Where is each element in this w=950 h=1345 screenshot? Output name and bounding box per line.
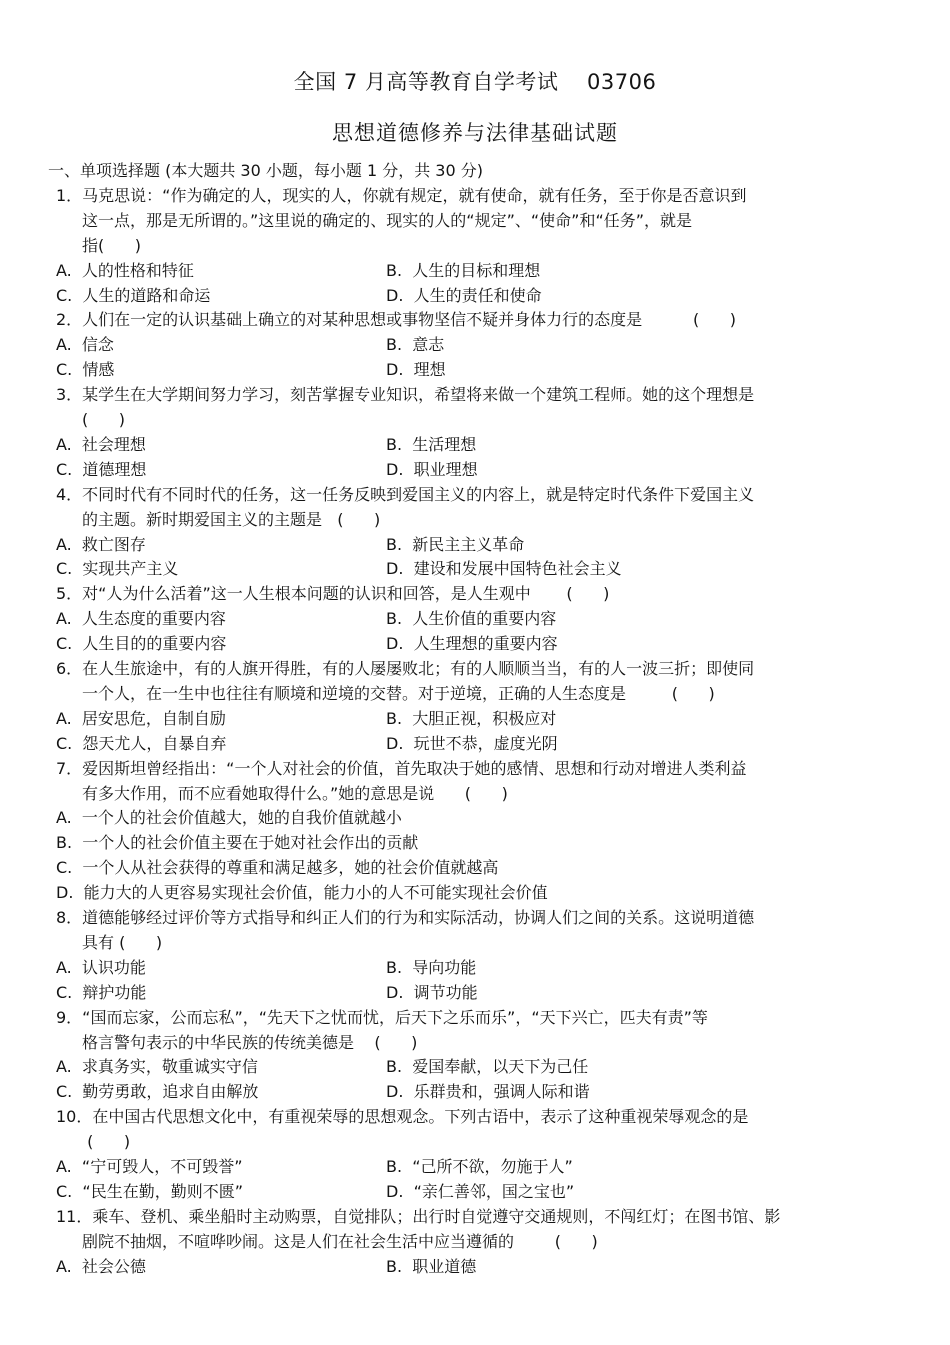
answer-option: B. 一个人的社会价值主要在于她对社会作出的贡献 bbox=[56, 833, 419, 853]
answer-option: A. 认识功能 bbox=[56, 957, 146, 977]
answer-option: A. 信念 bbox=[56, 335, 114, 355]
answer-option: C. 情感 bbox=[56, 360, 115, 380]
exam-title: 全国 7 月高等教育自学考试 03706 bbox=[293, 70, 657, 94]
section-heading: 一、单项选择题 (本大题共 30 小题，每小题 1 分，共 30 分) bbox=[48, 161, 483, 180]
question-stem-line: 2．人们在一定的认识基础上确立的对某种思想或事物坚信不疑并身体力行的态度是 ( ) bbox=[56, 310, 737, 330]
answer-option: D. 人生的责任和使命 bbox=[386, 285, 542, 305]
question-stem-line: 6．在人生旅途中，有的人旗开得胜，有的人屡屡败北；有的人顺顺当当，有的人一波三折；即使同 bbox=[56, 659, 755, 678]
answer-option: D. 玩世不恭，虚度光阴 bbox=[386, 733, 558, 753]
answer-option: B. 职业道德 bbox=[386, 1256, 477, 1276]
question-stem-line: 有多大作用，而不应看她取得什么。”她的意思是说 ( ) bbox=[82, 783, 508, 803]
question-stem-line: 10．在中国古代思想文化中，有重视荣辱的思想观念。下列古语中，表示了这种重视荣辱观念的是 bbox=[56, 1107, 749, 1127]
answer-option: B. 新民主主义革命 bbox=[386, 534, 525, 554]
answer-option: A. 社会公德 bbox=[56, 1256, 146, 1276]
question-stem-line: ( ) bbox=[82, 410, 125, 429]
answer-option: D. 职业理想 bbox=[386, 459, 478, 479]
answer-option: A. 一个人的社会价值越大，她的自我价值就越小 bbox=[56, 808, 402, 828]
answer-option: B. 生活理想 bbox=[386, 434, 477, 454]
answer-option: D. 建设和发展中国特色社会主义 bbox=[386, 559, 622, 579]
answer-option: C. 道德理想 bbox=[56, 459, 147, 479]
answer-option: A. 人生态度的重要内容 bbox=[56, 609, 226, 629]
question-stem-line: ( ) bbox=[82, 1132, 131, 1152]
question-stem-line: 5．对“人为什么活着”这一人生根本问题的认识和回答，是人生观中 ( ) bbox=[56, 584, 610, 604]
answer-option: C. 人生目的的重要内容 bbox=[56, 634, 227, 654]
question-stem-line: 剧院不抽烟，不喧哗吵闹。这是人们在社会生活中应当遵循的 ( ) bbox=[82, 1231, 598, 1251]
question-stem-line: 7．爱因斯坦曾经指出：“一个人对社会的价值，首先取决于她的感情、思想和行动对增进人类利益 bbox=[56, 758, 747, 778]
answer-option: A. 社会理想 bbox=[56, 434, 146, 454]
question-stem-line: 指( ) bbox=[82, 235, 142, 255]
question-stem-line: 的主题。新时期爱国主义的主题是 ( ) bbox=[82, 509, 381, 529]
answer-option: B. 人生价值的重要内容 bbox=[386, 609, 557, 629]
question-stem-line: 1．马克思说：“作为确定的人，现实的人，你就有规定，就有使命，就有任务，至于你是否意识到 bbox=[56, 185, 747, 205]
answer-option: A. “宁可毁人，不可毁誉” bbox=[56, 1157, 243, 1176]
answer-option: C. 怨天尤人，自暴自弃 bbox=[56, 733, 227, 753]
answer-option: A. 救亡图存 bbox=[56, 534, 146, 554]
question-stem-line: 8．道德能够经过评价等方式指导和纠正人们的行为和实际活动，协调人们之间的关系。这说明道德 bbox=[56, 908, 755, 927]
answer-option: A. 求真务实，敬重诚实守信 bbox=[56, 1057, 258, 1077]
answer-option: D. 理想 bbox=[386, 360, 446, 380]
answer-option: C. “民生在勤，勤则不匮” bbox=[56, 1181, 244, 1201]
answer-option: C. 人生的道路和命运 bbox=[56, 285, 211, 305]
question-stem-line: 具有 ( ) bbox=[82, 932, 163, 952]
answer-option: B. “己所不欲，勿施于人” bbox=[386, 1157, 573, 1176]
question-stem-line: 4．不同时代有不同时代的任务，这一任务反映到爱国主义的内容上，就是特定时代条件下爱国主义 bbox=[56, 484, 755, 504]
answer-option: B. 意志 bbox=[386, 335, 445, 355]
answer-option: D. “亲仁善邻，国之宝也” bbox=[386, 1181, 575, 1201]
answer-option: C. 辩护功能 bbox=[56, 982, 147, 1002]
answer-option: A. 人的性格和特征 bbox=[56, 260, 194, 280]
answer-option: B. 爱国奉献，以天下为己任 bbox=[386, 1057, 589, 1077]
answer-option: C. 实现共产主义 bbox=[56, 559, 179, 579]
question-stem-line: 3．某学生在大学期间努力学习，刻苦掌握专业知识，希望将来做一个建筑工程师。她的这个理想是 bbox=[56, 385, 755, 405]
exam-subtitle: 思想道德修养与法律基础试题 bbox=[332, 121, 618, 145]
answer-option: B. 人生的目标和理想 bbox=[386, 260, 541, 280]
answer-option: A. 居安思危，自制自励 bbox=[56, 708, 226, 728]
answer-option: B. 导向功能 bbox=[386, 957, 477, 977]
answer-option: C. 勤劳勇敢，追求自由解放 bbox=[56, 1082, 259, 1102]
answer-option: D. 能力大的人更容易实现社会价值，能力小的人不可能实现社会价值 bbox=[56, 883, 548, 903]
question-stem-line: 格言警句表示的中华民族的传统美德是 ( ) bbox=[82, 1032, 418, 1052]
question-stem-line: 这一点，那是无所谓的。”这里说的确定的、现实的人的“规定”、“使命”和“任务”，就是 bbox=[82, 210, 693, 230]
answer-option: D. 人生理想的重要内容 bbox=[386, 634, 558, 654]
answer-option: D. 乐群贵和，强调人际和谐 bbox=[386, 1082, 590, 1102]
question-stem-line: 一个人，在一生中也往往有顺境和逆境的交替。对于逆境，正确的人生态度是 ( ) bbox=[82, 683, 715, 703]
question-stem-line: 9．“国而忘家，公而忘私”，“先天下之忧而忧，后天下之乐而乐”，“天下兴亡，匹夫有责”等 bbox=[56, 1007, 708, 1027]
answer-option: D. 调节功能 bbox=[386, 982, 478, 1002]
answer-option: B. 大胆正视，积极应对 bbox=[386, 708, 557, 728]
answer-option: C. 一个人从社会获得的尊重和满足越多，她的社会价值就越高 bbox=[56, 858, 499, 878]
question-stem-line: 11．乘车、登机、乘坐船时主动购票，自觉排队；出行时自觉遵守交通规则，不闯红灯；在图书馆、影 bbox=[56, 1206, 781, 1226]
